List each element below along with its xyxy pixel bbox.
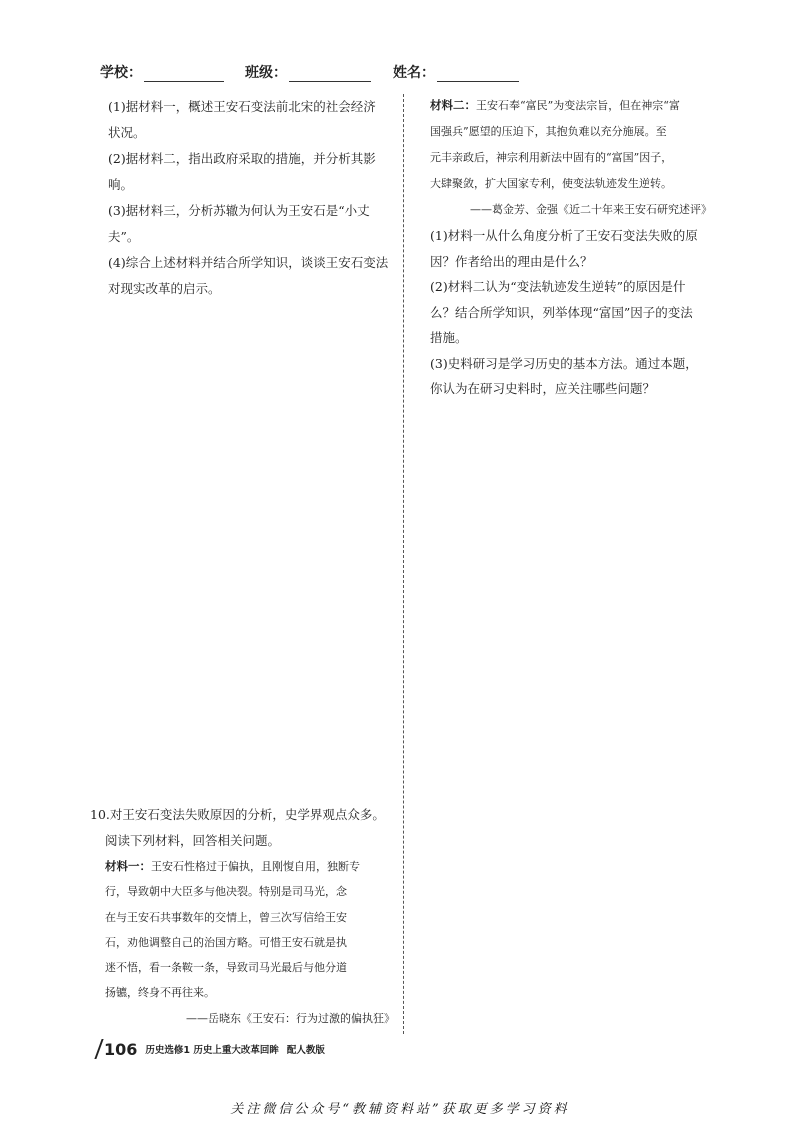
question-2: (2)据材料二，指出政府采取的措施，并分析其影响。	[108, 151, 376, 192]
material-2	[430, 92, 712, 223]
question-4-line1: (4)综合上述材料并结合所学知识，谈谈王安石变法	[108, 255, 389, 270]
material-1-line: 行，导致朝中大臣多与他决裂。特别是司马光，念	[105, 885, 347, 899]
column-divider	[403, 94, 404, 1034]
class-field	[245, 62, 371, 82]
school-field	[100, 62, 224, 82]
left-top-questions	[108, 94, 393, 302]
sub-question-2	[430, 274, 712, 351]
page-number: 106	[104, 1039, 138, 1059]
material-1-line: 扬镳，终身不再往来。	[105, 986, 215, 1000]
sub-question-3-line: (3)史料研习是学习历史的基本方法。通过本题，	[430, 355, 698, 371]
book-title: 历史选修1 历史上重大改革回眸	[145, 1045, 279, 1056]
sub-question-1-line: (1)材料一从什么角度分析了王安石变法失败的原	[430, 228, 698, 243]
question-4-line2: 对现实改革的启示。	[108, 281, 221, 296]
material-1-line: 王安石性格过于偏执，且刚愎自用，独断专	[151, 860, 360, 873]
school-label: 学校：	[100, 65, 142, 81]
question-1-line1: (1)据材料一，概述王安石变法前北宋的社会经济	[108, 99, 376, 114]
edition-label: 配人教版	[286, 1045, 325, 1056]
sub-question-2-line: 措施。	[430, 330, 468, 345]
question-10-stem-line1: 10.对王安石变法失败原因的分析，史学界观点众多。	[90, 807, 385, 822]
material-2-line: 大肆聚敛，扩大国家专利，使变法轨迹发生逆转。	[430, 177, 672, 190]
name-blank	[437, 66, 519, 82]
material-2-line: 元丰亲政后，神宗利用新法中固有的“富国”因子，	[430, 151, 673, 164]
material-2-label: 材料二：	[430, 98, 476, 112]
material-2-line: 国强兵”愿望的压迫下，其抱负难以充分施展。至	[430, 125, 667, 138]
material-1-source: ——岳晓东《王安石：行为过激的偏执狂》	[186, 1011, 395, 1025]
class-label: 班级：	[245, 65, 287, 81]
question-3: (3)据材料三，分析苏辙为何认为王安石是“小丈夫”。	[108, 203, 370, 244]
sub-question-3	[430, 351, 712, 402]
page-footer	[98, 1038, 333, 1060]
sub-question-3-line: 你认为在研习史料时，应关注哪些问题？	[430, 381, 656, 396]
name-field	[393, 62, 519, 82]
question-1-line2: 状况。	[108, 125, 146, 140]
question-10	[90, 802, 395, 1032]
right-column	[430, 92, 712, 402]
school-blank	[144, 66, 224, 82]
question-10-stem-line2: 阅读下列材料，回答相关问题。	[105, 833, 281, 848]
material-2-source: ——葛金芳、金强《近二十年来王安石研究述评》	[470, 203, 712, 216]
sub-question-2-line: (2)材料二认为“变法轨迹发生逆转”的原因是什	[430, 279, 686, 294]
material-1-line: 石，劝他调整自己的治国方略。可惜王安石就是执	[105, 935, 347, 949]
class-blank	[289, 66, 371, 82]
student-info-header	[100, 62, 720, 84]
material-1-label: 材料一：	[105, 859, 151, 873]
material-1-line: 迷不悟，看一条鞍一条，导致司马光最后与他分道	[105, 961, 347, 975]
material-1-line: 在与王安石共事数年的交情上，曾三次写信给王安	[105, 910, 347, 924]
footer-slash-mark	[94, 1039, 103, 1059]
sub-question-1	[430, 223, 712, 274]
material-1	[90, 854, 395, 1032]
material-2-line: 王安石奉“富民”为变法宗旨，但在神宗“富	[476, 99, 680, 112]
name-label: 姓名：	[393, 65, 435, 81]
promo-note: 关注微信公众号“教辅资料站”获取更多学习资料	[230, 1102, 570, 1117]
sub-question-2-line: 么？结合所学知识，列举体现“富国”因子的变法	[430, 304, 693, 320]
sub-question-1-line: 因？作者给出的理由是什么？	[430, 253, 593, 269]
